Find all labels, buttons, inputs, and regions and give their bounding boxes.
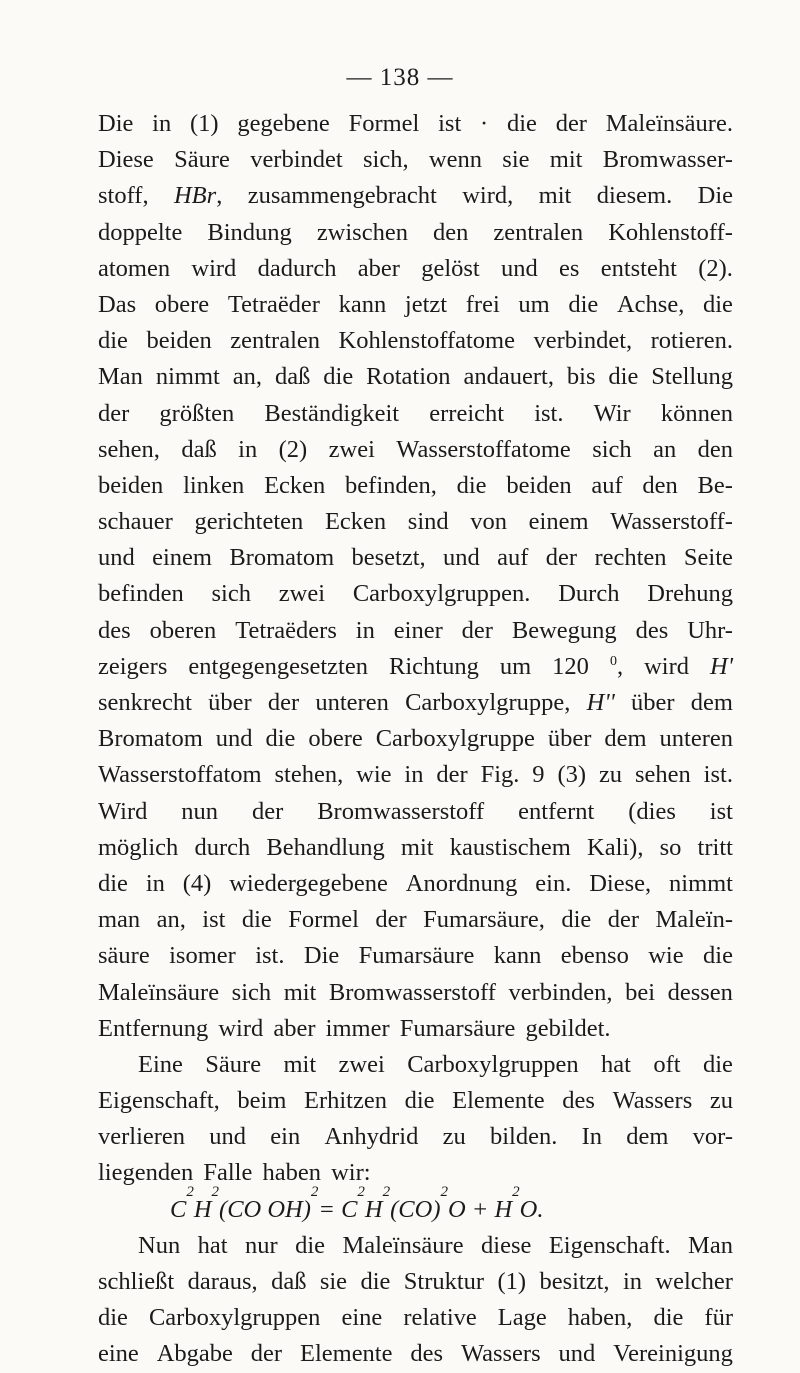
text-line: Man nimmt an, daß die Rotation andauert, bis die Stellung (98, 363, 733, 391)
text-line: Nun hat nur die Maleïnsäure diese Eigenschaft. Man (138, 1231, 733, 1259)
body-text (98, 106, 733, 1373)
text-line: möglich durch Behandlung mit kaustischem Kali), so tritt (98, 833, 733, 861)
text-line: Eine Säure mit zwei Carboxylgruppen hat oft die (138, 1050, 733, 1078)
chemical-formula: C 2 H 2 (CO OH) 2 = C 2 H 2 (CO) 2 O + H 2 O. (170, 1183, 544, 1223)
text-line: Das obere Tetraëder kann jetzt frei um die Achse, die (98, 290, 733, 318)
text-line: der größten Beständigkeit erreicht ist. Wir können (98, 399, 733, 427)
text-line: senkrecht über der unteren Carboxylgruppe, H'' über dem (98, 689, 733, 716)
text-line: schließt daraus, daß sie die Struktur (1) besitzt, in welcher (98, 1268, 733, 1295)
text-line: Entfernung wird aber immer Fumarsäure gebildet. (98, 1014, 611, 1042)
text-line: die beiden zentralen Kohlenstoffatome verbindet, rotieren. (98, 327, 733, 355)
text-line: die in (4) wiedergegebene Anordnung ein. Diese, nimmt (98, 869, 733, 897)
text-line: die Carboxylgruppen eine relative Lage haben, die für (98, 1304, 733, 1332)
text-line: Eigenschaft, beim Erhitzen die Elemente des Wassers zu (98, 1087, 733, 1115)
text-line: Diese Säure verbindet sich, wenn sie mit Bromwasser- (98, 146, 733, 174)
text-line: man an, ist die Formel der Fumarsäure, die der Maleïn- (98, 906, 733, 934)
text-line: befinden sich zwei Carboxylgruppen. Durch Drehung (98, 580, 733, 608)
text-line: beiden linken Ecken befinden, die beiden auf den Be- (98, 471, 733, 499)
text-line: schauer gerichteten Ecken sind von einem Wasserstoff- (98, 508, 733, 536)
text-line: und einem Bromatom besetzt, und auf der rechten Seite (98, 544, 733, 572)
text-line: sehen, daß in (2) zwei Wasserstoffatome sich an den (98, 435, 733, 463)
text-line: Wasserstoffatom stehen, wie in der Fig. 9 (3) zu sehen ist. (98, 761, 733, 789)
text-line: eine Abgabe der Elemente des Wassers und Vereinigung (98, 1340, 733, 1368)
text-line: stoff, HBr, zusammengebracht wird, mit diesem. Die (98, 182, 733, 210)
text-line: Die in (1) gegebene Formel ist · die der Maleïnsäure. (98, 110, 733, 137)
text-line: verlieren und ein Anhydrid zu bilden. In dem vor- (98, 1123, 733, 1151)
text-line: liegenden Falle haben wir: (98, 1159, 371, 1187)
text-line: säure isomer ist. Die Fumarsäure kann ebenso wie die (98, 942, 733, 970)
text-line: Bromatom und die obere Carboxylgruppe über dem unteren (98, 725, 733, 753)
text-line: des oberen Tetraëders in einer der Bewegung des Uhr- (98, 616, 733, 644)
text-line: zeigers entgegengesetzten Richtung um 120 $^0$, wird H' (98, 652, 733, 680)
text-line: Wird nun der Bromwasserstoff entfernt (dies ist (98, 797, 733, 825)
text-line: atomen wird dadurch aber gelöst und es entsteht (2). (98, 254, 733, 282)
page-number: — 138 — (346, 64, 454, 91)
text-line: doppelte Bindung zwischen den zentralen Kohlenstoff- (98, 218, 733, 246)
text-line: Maleïnsäure sich mit Bromwasserstoff verbinden, bei dessen (98, 978, 733, 1006)
